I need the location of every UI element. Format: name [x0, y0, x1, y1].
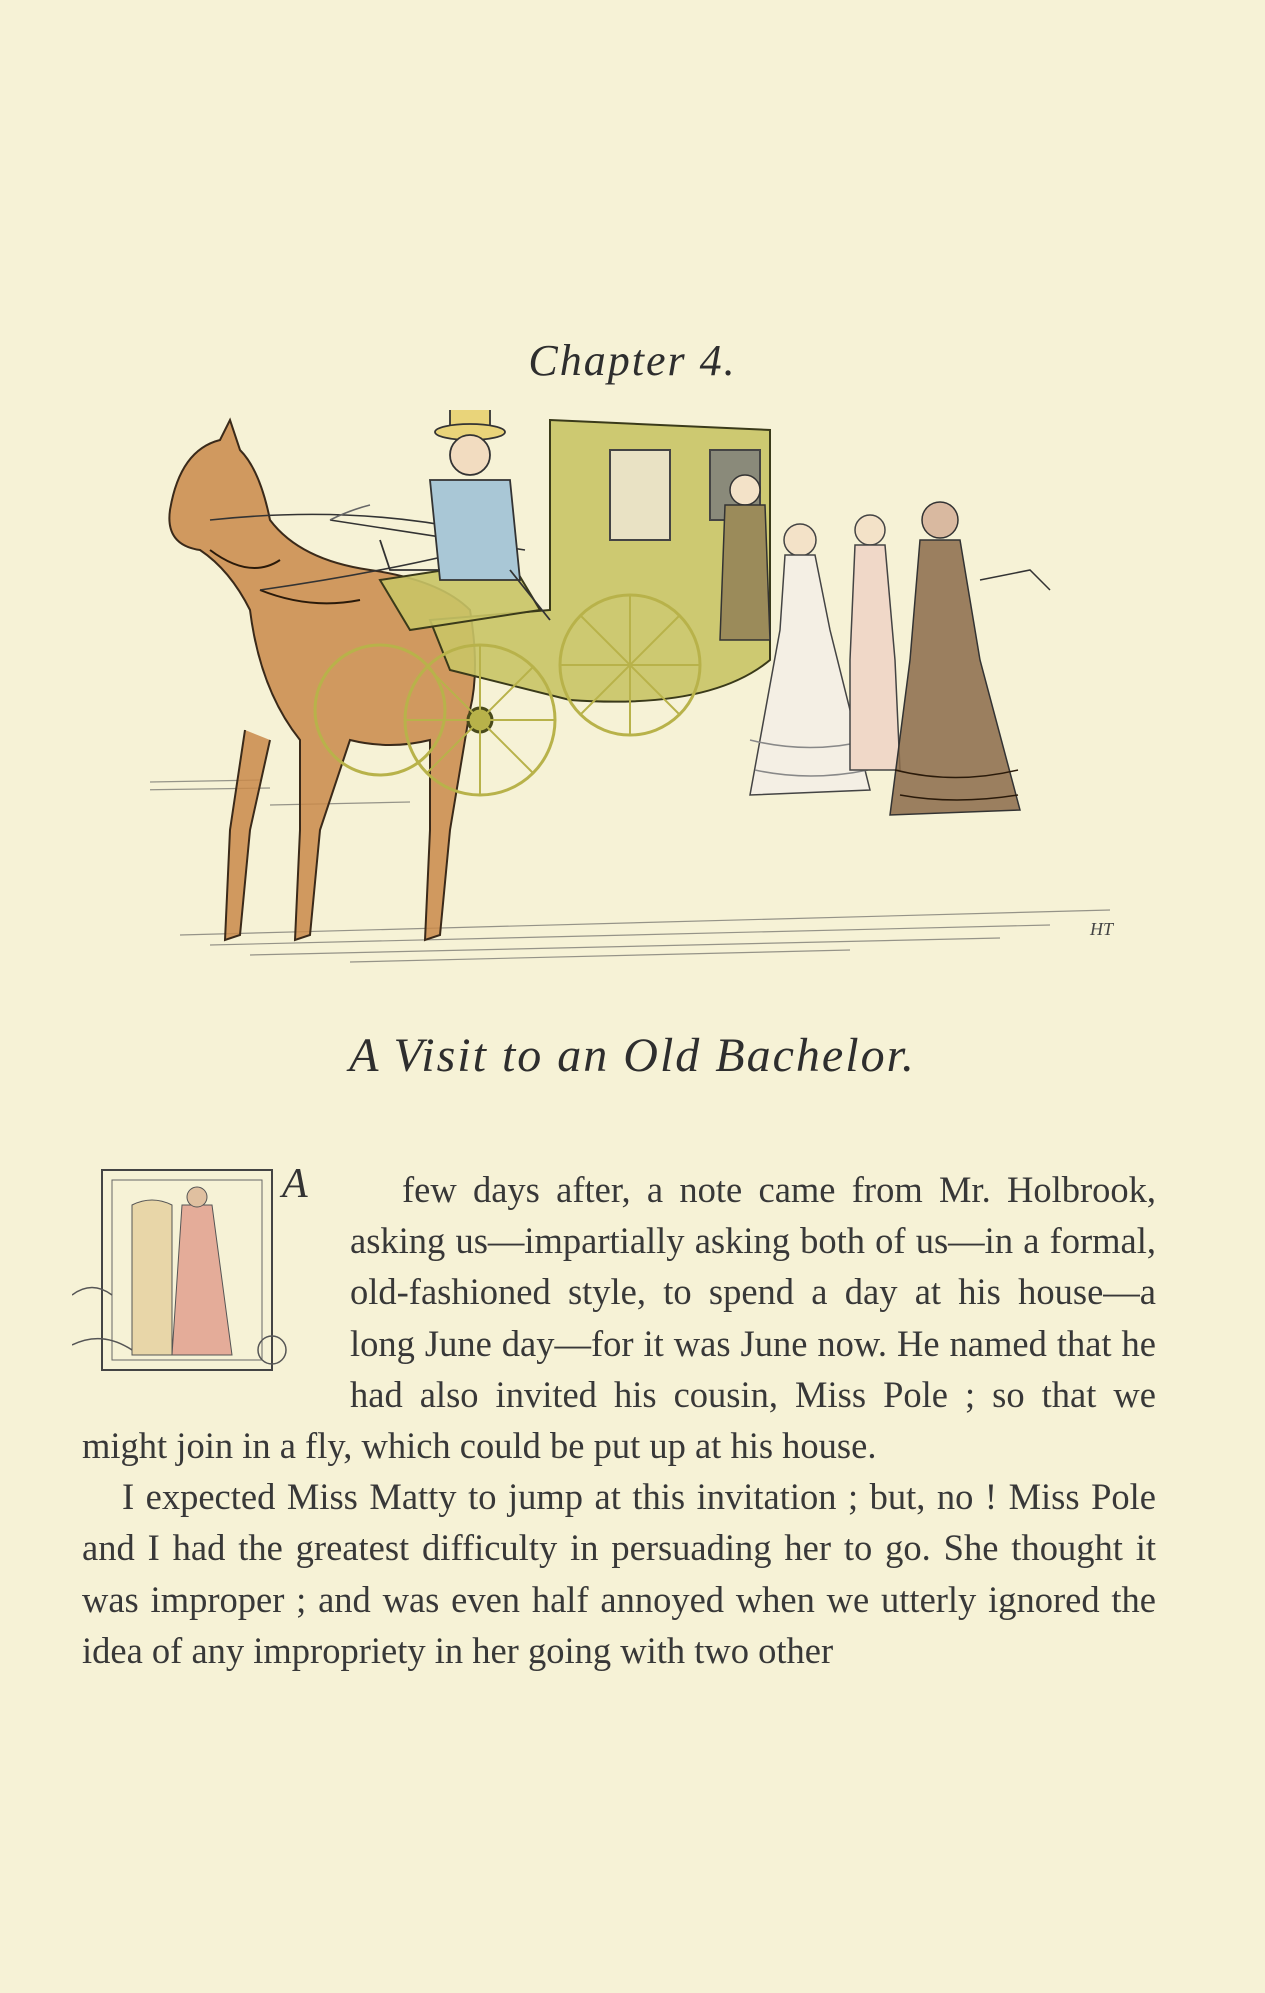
maid-figure — [850, 515, 900, 770]
chapter-heading: Chapter 4. — [528, 336, 737, 385]
artist-mark: HT — [1090, 919, 1114, 939]
paragraph-2: I expected Miss Matty to jump at this invitation ; but, no ! Miss Pole and I had the greatest difficulty in persuading her to go. She thought it was improper ; and was even half annoyed when we utterly ignored the idea of any impropriety in her going with two other — [82, 1476, 1156, 1671]
carriage-illustration — [150, 410, 1130, 970]
first-word: few — [402, 1169, 457, 1210]
chapter-title: A Visit to an Old Bachelor. — [349, 1029, 916, 1082]
dropcap-letter: A — [282, 1161, 308, 1207]
paragraph-1-text: days after, a note came from Mr. Holbrook, asking us—impartially asking both of us—in a formal, old-fashioned style, to spend a day at his house—a long June day—for it was June now. He named that he had also invited his cousin, Miss Pole ; so that we might join in a fly, which could be put up at his house. — [82, 1169, 1156, 1467]
body-text — [82, 1164, 1156, 1676]
lady-figure-dark — [890, 502, 1050, 815]
